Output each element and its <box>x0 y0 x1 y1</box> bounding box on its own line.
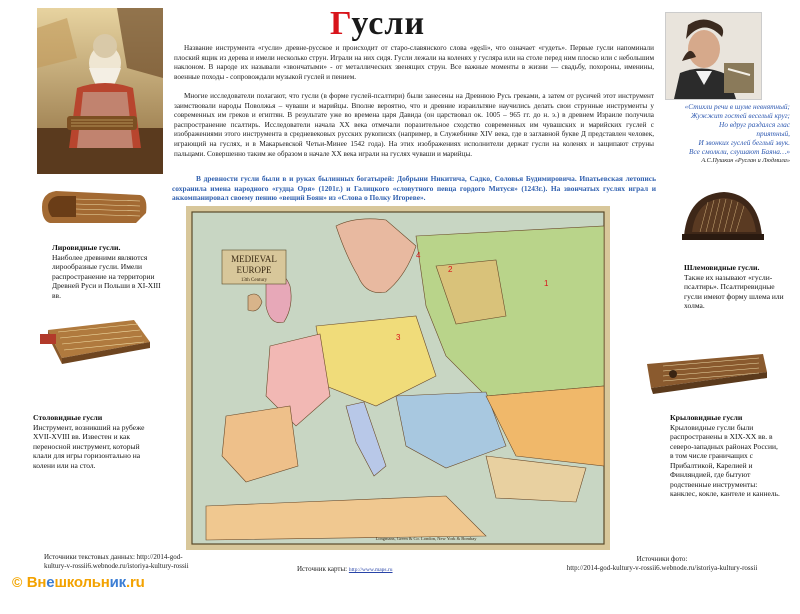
quote-line: Жужжит гостей веселый круг; <box>690 111 790 120</box>
intro-paragraph: Название инструмента «гусли» древне-русское и происходит от старо-славянского слова «gęsli», что означает «гудеть». Первые гусли напоминали плоский ящик из дерева и имели несколько струн. Играли на них сидя. Гусли лежали на коленях у гусляра или на столе перед ним плоско или с небольшим наклоном. В народе их называли «звончатыми» - от металлических звенящих струн. Все важные моменты в жизни — свадьбу, похороны, именины, военные походы - сопровождали музыкой гуслей и пением. <box>174 44 654 81</box>
text-sources-label: Источники текстовых данных: <box>44 553 135 561</box>
map-marker: 1 <box>544 279 549 288</box>
photo-sources-label: Источники фото: <box>636 555 688 563</box>
photo-sources-url: http://2014-god-kultury-v-rossii6.webnode.ru/istoriya-kultury-rossii <box>566 563 758 572</box>
wing-gusli-caption <box>670 413 782 499</box>
table-gusli-description: Инструмент, возникший на рубеже XVII-XVIII вв. Известен и как переносной инструмент, который клали для игры горизонтально на колени или на стол. <box>33 422 145 470</box>
quote-line: приятный, <box>756 129 790 138</box>
map-source-label: Источник карты: <box>297 565 348 573</box>
map-publisher: Longmans, Green & Co. London, New York & Bombay <box>375 536 477 541</box>
text-sources-url: http://2014-god-kultury-v-rossii6.webnode.ru/istoriya-kultury-rossii <box>44 553 189 570</box>
quote-author: А.С.Пушкин «Руслан и Людмила» <box>701 157 790 164</box>
title-initial: Г <box>330 5 352 42</box>
helmet-gusli-description: Также их называют «гусли-псалтирь». Псалтиревидные гусли имеют форму шлема или холма. <box>684 272 784 310</box>
map-marker: 4 <box>416 251 421 260</box>
table-gusli-photo <box>38 312 156 368</box>
quote-line: «Стихли речи в шуме невнятный; <box>684 102 790 111</box>
quote-line: Но вдруг раздался глас <box>719 120 790 129</box>
lyre-gusli-title: Лировидные гусли. <box>52 243 121 252</box>
wing-gusli-photo <box>643 344 771 398</box>
wing-gusli-description: Крыловидные гусли были распространены в XIX-XX вв. в северо-западных районах России, в том числе граничащих с Прибалтикой, Карелией и Финляндией, где бытуют родственные инструменты: канклес, кокле, кантеле и каннель. <box>670 422 780 498</box>
helmet-gusli-title: Шлемовидные гусли. <box>684 263 760 272</box>
map-title-line1: MEDIEVAL <box>231 254 277 264</box>
epic-paragraph: В древности гусли были в и руках былинных богатырей: Добрыни Никитича, Садко, Соловья Будимировича. Ипатьевская летопись сохранила имена народного «гудца Оря» (1201г.) и Галицкого «словутного певца гордого Митуся» (1243г.). На звончатых гуслях играл и аккомпанировал своему пению «вещий Боян» из «Слова о Полку Игореве». <box>172 174 656 203</box>
helmet-gusli-photo <box>678 188 766 248</box>
photo-sources <box>538 555 786 572</box>
map-subtitle: 13th Century <box>240 278 268 283</box>
watermark-text: Внешкольник.ru <box>26 574 145 591</box>
map-source-link[interactable]: http://www.maps.ru <box>348 567 393 573</box>
gusli-player-painting <box>37 8 163 174</box>
map-marker: 2 <box>448 265 453 274</box>
lyre-gusli-caption <box>52 243 164 300</box>
copyright-icon: © <box>12 574 23 590</box>
lyre-gusli-description: Наиболее древними являются лирообразные гусли. Имели распространение на территории Древней Руси и Польши в XI-XIII вв. <box>52 252 161 300</box>
lyre-gusli-photo <box>36 183 154 231</box>
map-title-line2: EUROPE <box>236 265 272 275</box>
helmet-gusli-caption <box>684 263 784 311</box>
text-sources <box>44 553 204 570</box>
pushkin-portrait <box>665 12 762 100</box>
pushkin-quote <box>662 102 790 165</box>
page-title <box>330 4 470 44</box>
site-watermark <box>12 574 160 600</box>
map-source <box>297 565 457 575</box>
medieval-europe-map <box>186 206 610 550</box>
quote-line: И звонких гуслей беглый звук. <box>698 138 790 147</box>
quote-line: Все смолкли, слушают Баяна…» <box>689 147 790 156</box>
wing-gusli-title: Крыловидные гусли <box>670 413 743 422</box>
history-paragraph: Многие исследователи полагают, что гусли (в форме гуслей-псалтири) были занесены на Древнюю Русь греками, а затем от русичей этот инструмент заимствовали народы Поволжья – чуваши и марийцы. Вполне вероятно, что и древние израильтяне научились делать свои струнные инструменты у современных им греков и египтян. В результате уже во времена царя Давида (он царствовал ок. 1005 – 965 гг. до н. э.) в древнем Израиле получила распространение псалтирь. Исследователи начала XX века отмечали поразительное сходство современных им чувашских и марийских гуслей с изображениями этого инструмента в средневековых русских рукописях (например, в Служебнике XIV века, где в заглавной букве Д представлен человек, играющий на гуслях, и в Макарьевской Четьи-Минее 1542 года). На этих изображениях исполнители держат гусли на коленях и защипают струны пальцами. Совершенно таким же образом в начале XX века играли на гуслях чуваши и марийцы. <box>174 92 654 158</box>
title-rest: усли <box>351 5 426 42</box>
table-gusli-title: Столовидные гусли <box>33 413 103 422</box>
table-gusli-caption <box>33 413 151 470</box>
map-marker: 3 <box>396 333 401 342</box>
